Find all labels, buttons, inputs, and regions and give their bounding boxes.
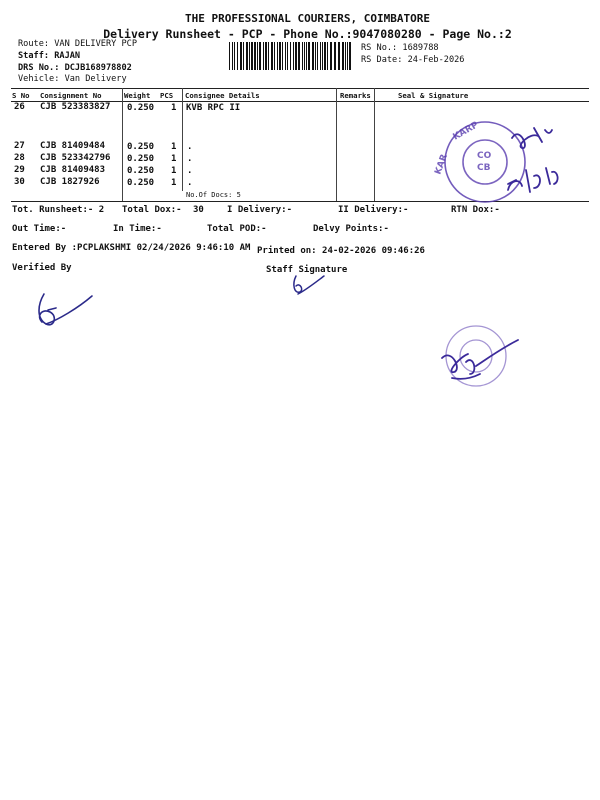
col-divider	[182, 88, 183, 191]
row-details: .	[187, 142, 193, 152]
total-dox-label: Total Dox:-	[122, 205, 182, 215]
out-time: Out Time:-	[12, 224, 67, 234]
barcode-bar	[315, 42, 316, 70]
barcode-bar	[246, 42, 248, 70]
row-details: .	[187, 178, 193, 188]
row-details: KVB RPC II	[186, 103, 241, 113]
printed-on: Printed on: 24-02-2026 09:46:26	[257, 246, 425, 256]
barcode-bar	[285, 42, 286, 70]
bottom-stamp-icon	[432, 318, 522, 398]
verified-signature-icon	[28, 290, 98, 335]
staff-signature-label: Staff Signature	[266, 265, 348, 275]
barcode-bar	[304, 42, 305, 70]
row-weight: 0.250	[127, 166, 155, 176]
col-header-seal: Seal & Signature	[398, 91, 469, 100]
runsheet-subtitle: Delivery Runsheet - PCP - Phone No.:9047080280 - Page No.:2	[103, 27, 512, 41]
barcode-bar	[251, 42, 253, 70]
barcode-bar	[306, 42, 307, 70]
barcode-bar	[302, 42, 303, 70]
row-consignment: CJB 81409484	[40, 141, 106, 151]
barcode-bar	[265, 42, 267, 70]
barcode-bar	[338, 42, 340, 70]
barcode-bar	[320, 42, 321, 70]
barcode-bar	[295, 42, 297, 70]
barcode-bar	[347, 42, 348, 70]
row-sno: 29	[14, 165, 25, 175]
barcode-bar	[349, 42, 351, 70]
row-weight: 0.250	[127, 103, 155, 113]
i-delivery: I Delivery:-	[227, 205, 293, 215]
barcode-bar	[342, 42, 344, 70]
col-divider	[122, 88, 123, 201]
barcode-bar	[293, 42, 294, 70]
row-sno: 28	[14, 153, 25, 163]
no-of-docs: No.Of Docs: 5	[186, 191, 241, 199]
col-header-consignment: Consignment No	[40, 91, 102, 100]
delvy-points: Delvy Points:-	[313, 224, 389, 234]
row-sno: 26	[14, 102, 25, 112]
svg-text:CB: CB	[477, 163, 491, 173]
row-consignment: CJB 523342796	[40, 153, 111, 163]
col-header-sno: S No	[12, 91, 30, 100]
col-header-consignee: Consignee Details	[185, 91, 260, 100]
total-dox-value: 30	[193, 205, 204, 215]
row-pcs: 1	[171, 166, 177, 176]
table-top-border	[11, 88, 589, 89]
barcode-bar	[237, 42, 238, 70]
verified-by: Verified By	[12, 263, 72, 273]
barcode-bar	[243, 42, 244, 70]
row-weight: 0.250	[127, 142, 155, 152]
total-pod: Total POD:-	[207, 224, 267, 234]
row-consignment: CJB 523383827	[40, 102, 111, 112]
barcode-bar	[263, 42, 264, 70]
barcode-bar	[232, 42, 233, 70]
barcode-bar	[334, 42, 336, 70]
barcode-bar	[240, 42, 242, 70]
svg-text:CO: CO	[477, 151, 492, 161]
svg-text:KARP: KARP	[451, 120, 481, 143]
route-text: Route: VAN DELIVERY PCP	[18, 39, 137, 49]
barcode-bar	[259, 42, 261, 70]
entered-by: Entered By :PCPLAKSHMI 02/24/2026 9:46:10 AM	[12, 243, 251, 253]
drs-number: DRS No.: DCJB168978802	[18, 63, 132, 73]
barcode-bar	[249, 42, 250, 70]
barcode-bar	[317, 42, 318, 70]
barcode-bar	[312, 42, 314, 70]
svg-text:KAR: KAR	[433, 152, 450, 177]
row-pcs: 1	[171, 103, 177, 113]
row-sno: 27	[14, 141, 25, 151]
barcode-bar	[324, 42, 326, 70]
row-consignment: CJB 1827926	[40, 177, 100, 187]
col-header-remarks: Remarks	[340, 91, 371, 100]
row-sno: 30	[14, 177, 25, 187]
barcode-bar	[229, 42, 230, 70]
barcode-bar	[279, 42, 281, 70]
barcode-bar	[298, 42, 300, 70]
barcode-bar	[345, 42, 346, 70]
vehicle-text: Vehicle: Van Delivery	[18, 74, 127, 84]
barcode-bar	[282, 42, 283, 70]
barcode-bar	[268, 42, 269, 70]
barcode-bar	[327, 42, 328, 70]
row-pcs: 1	[171, 154, 177, 164]
barcode-bar	[290, 42, 291, 70]
row-details: .	[187, 154, 193, 164]
col-header-pcs: PCS	[160, 91, 174, 100]
barcode-bar	[277, 42, 278, 70]
staff-signature-icon	[288, 272, 328, 300]
seal-stamp-icon	[430, 120, 580, 210]
barcode-icon	[229, 42, 357, 70]
col-header-weight: Weight	[124, 91, 151, 100]
rtn-dox: RTN Dox:-	[451, 205, 500, 215]
barcode-bar	[322, 42, 323, 70]
col-divider	[336, 88, 337, 201]
staff-text: Staff: RAJAN	[18, 51, 81, 61]
barcode-bar	[287, 42, 288, 70]
rs-date: RS Date: 24-Feb-2026	[361, 55, 465, 65]
rs-number: RS No.: 1689788	[361, 43, 439, 53]
in-time: In Time:-	[113, 224, 162, 234]
row-weight: 0.250	[127, 178, 155, 188]
barcode-bar	[308, 42, 310, 70]
row-pcs: 1	[171, 178, 177, 188]
company-title: THE PROFESSIONAL COURIERS, COIMBATORE	[184, 12, 431, 25]
barcode-bar	[257, 42, 258, 70]
col-divider	[374, 88, 375, 201]
total-runsheet: Tot. Runsheet:- 2	[12, 205, 105, 215]
barcode-bar	[254, 42, 256, 70]
ii-delivery: II Delivery:-	[338, 205, 409, 215]
barcode-bar	[330, 42, 332, 70]
row-consignment: CJB 81409483	[40, 165, 106, 175]
barcode-bar	[271, 42, 273, 70]
row-weight: 0.250	[127, 154, 155, 164]
row-pcs: 1	[171, 142, 177, 152]
barcode-bar	[234, 42, 235, 70]
row-details: .	[187, 166, 193, 176]
barcode-bar	[274, 42, 275, 70]
